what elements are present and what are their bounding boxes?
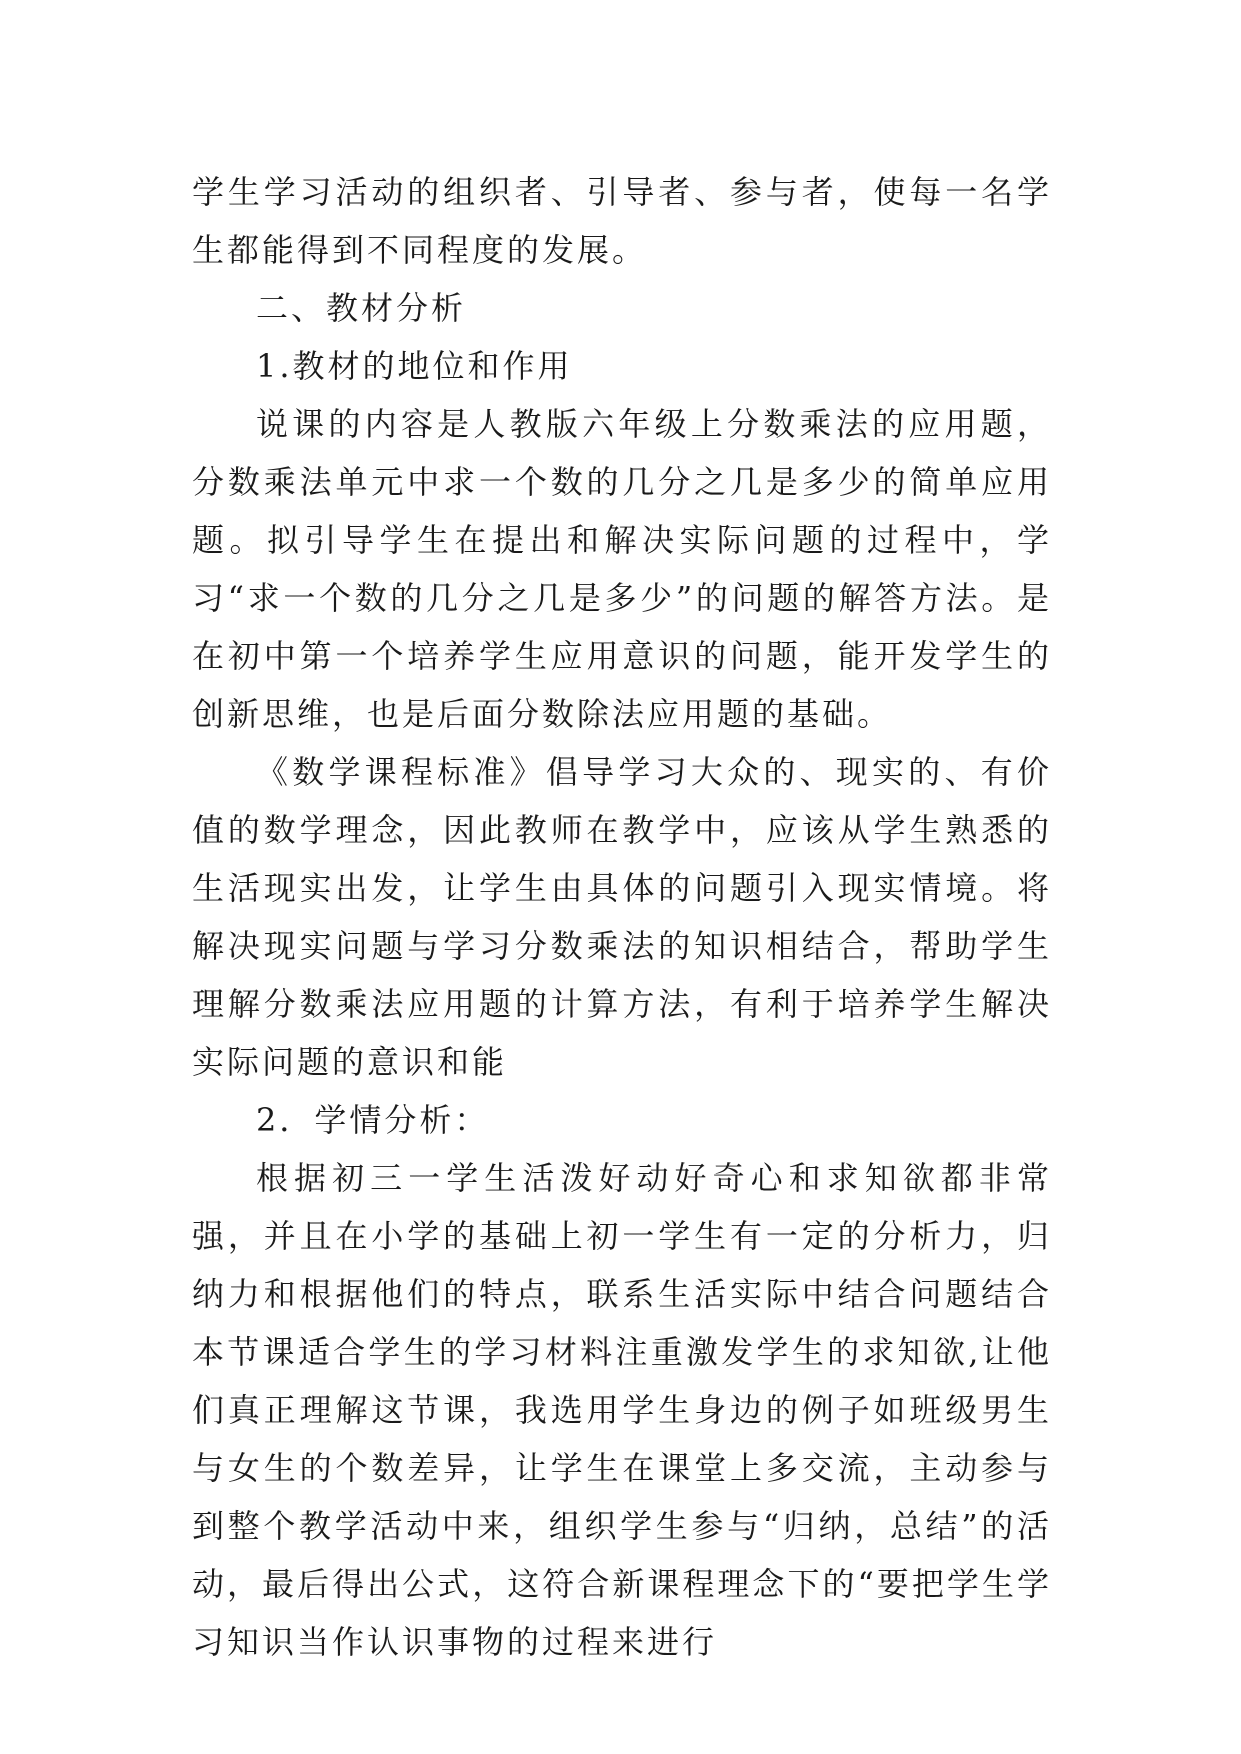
paragraph-lesson-content: 说课的内容是人教版六年级上分数乘法的应用题，分数乘法单元中求一个数的几分之几是多少的简单应用题。拟引导学生在提出和解决实际问题的过程中，学习“求一个数的几分之几是多少”的问题的解答方法。是在初中第一个培养学生应用意识的问题，能开发学生的创新思维，也是后面分数除法应用题的基础。 [192, 405, 1052, 733]
subsection-heading-position-role: 1.教材的地位和作用 [256, 347, 573, 385]
paragraph-learner-analysis: 根据初三一学生活泼好动好奇心和求知欲都非常强，并且在小学的基础上初一学生有一定的分析力，归纳力和根据他们的特点，联系生活实际中结合问题结合本节课适合学生的学习材料注重激发学生的求知欲,让他们真正理解这节课，我选用学生身边的例子如班级男生与女生的个数差异，让学生在课堂上多交流，主动参与到整个教学活动中来，组织学生参与“归纳，总结”的活动，最后得出公式，这符合新课程理念下的“要把学生学习知识当作认识事物的过程来进行 [192, 1159, 1052, 1661]
document-body [192, 163, 1052, 1671]
paragraph-curriculum-standard: 《数学课程标准》倡导学习大众的、现实的、有价值的数学理念，因此教师在教学中，应该从学生熟悉的生活现实出发，让学生由具体的问题引入现实情境。将解决现实问题与学习分数乘法的知识相结合，帮助学生理解分数乘法应用题的计算方法，有利于培养学生解决实际问题的意识和能 [192, 753, 1052, 1081]
section-heading-textbook-analysis: 二、教材分析 [256, 289, 467, 327]
subsection-heading-learner-analysis: 2．学情分析： [256, 1101, 490, 1139]
paragraph-continuation: 学生学习活动的组织者、引导者、参与者，使每一名学生都能得到不同程度的发展。 [192, 173, 1052, 269]
